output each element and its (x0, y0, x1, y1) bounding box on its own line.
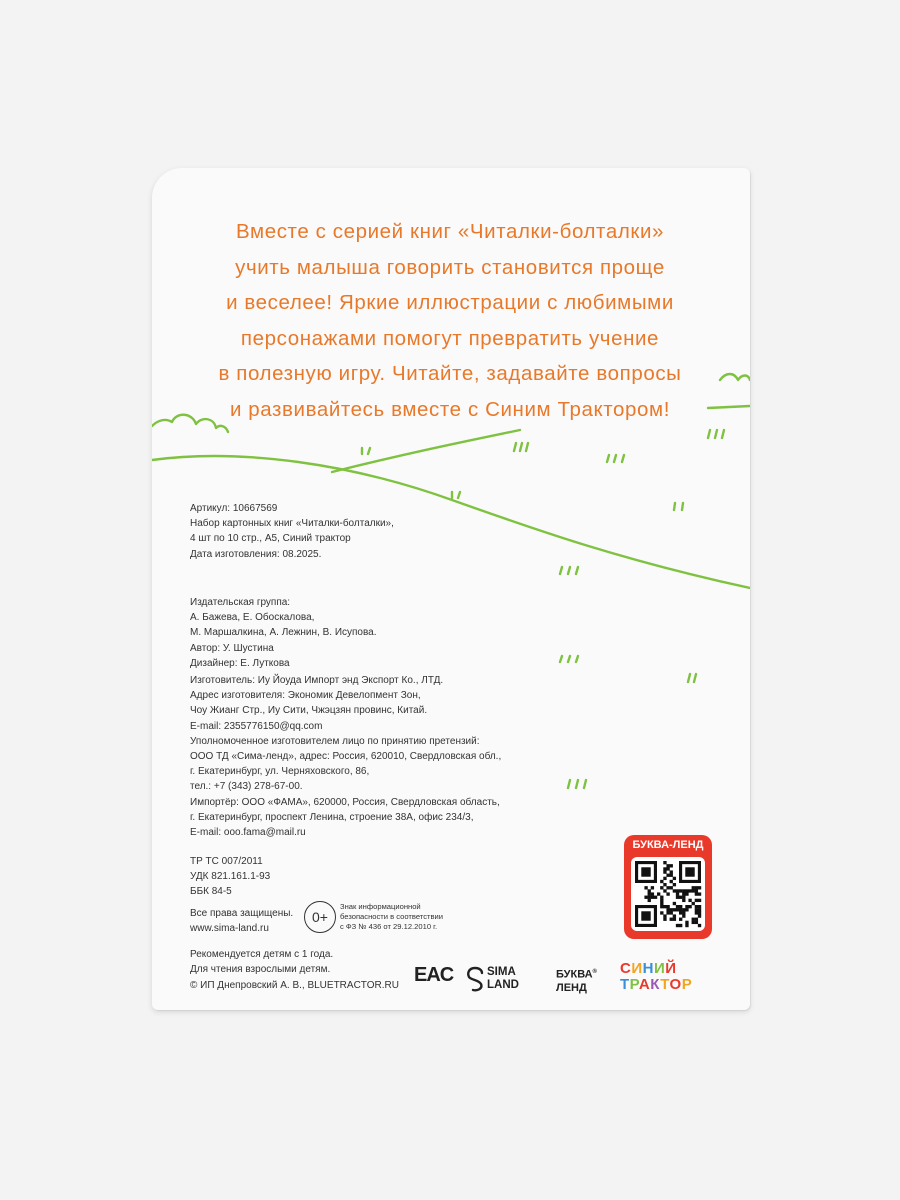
tractor-logo-letter: Н (642, 960, 654, 977)
publishing-line: Автор: У. Шустина (190, 642, 274, 654)
product-info-block (190, 501, 394, 562)
copyright-line: © ИП Днепровский А. В., BLUETRACTOR.RU (190, 980, 399, 991)
manufacturer-line: г. Екатеринбург, ул. Черняховского, 86, (190, 766, 370, 778)
manufacturer-line: Импортёр: ООО «ФАМА», 620000, Россия, Свердловская область, (190, 796, 500, 808)
publishing-line: А. Бажева, Е. Обоскалова, (190, 612, 315, 624)
sima-logo-line: LAND (487, 979, 519, 991)
tractor-logo-letter: И (631, 960, 643, 977)
manufacturer-line: Изготовитель: Иу Йоуда Импорт энд Экспорт Ко., ЛТД. (190, 675, 444, 686)
rights-block (190, 906, 293, 936)
classification-codes (190, 854, 270, 900)
product-info-line: Набор картонных книг «Читалки-болталки», (190, 518, 394, 530)
intro-line: в полезную игру. Читайте, задавайте вопросы (218, 362, 682, 385)
tractor-logo-letter: К (650, 976, 661, 993)
code-line: УДК 821.161.1-93 (190, 871, 271, 883)
intro-text (176, 214, 724, 427)
website-link[interactable]: www.sima-land.ru (190, 923, 269, 934)
tractor-logo-letter: И (653, 960, 666, 977)
product-info-line: Артикул: 10667569 (190, 503, 278, 514)
qr-badge-label: БУКВА-ЛЕНД (632, 839, 704, 851)
eac-logo: EAC (414, 964, 454, 986)
publishing-line: Дизайнер: Е. Луткова (190, 657, 290, 669)
intro-line: Вместе с серией книг «Читалки-болталки» (235, 220, 665, 243)
code-line: ББК 84-5 (190, 886, 232, 898)
age-rating-mark: 0+ (304, 901, 336, 933)
code-line: ТР ТС 007/2011 (190, 856, 263, 867)
age-rating-line: безопасности в соответствии (340, 912, 444, 921)
bukva-lend-logo (556, 966, 597, 995)
manufacturer-line: Адрес изготовителя: Экономик Девелопмент Зон, (190, 690, 421, 702)
tractor-logo-line (620, 961, 692, 977)
tractor-logo-letter: С (620, 960, 632, 977)
manufacturer-line: E-mail: ooo.fama@mail.ru (190, 827, 306, 839)
recommendation-block (190, 947, 333, 977)
product-info-line: Дата изготовления: 08.2025. (190, 548, 322, 560)
tractor-logo-letter: О (669, 976, 682, 993)
sima-logo-line: SIMA (487, 966, 516, 978)
tractor-logo-letter: А (638, 976, 651, 993)
manufacturer-line: E-mail: 2355776150@qq.com (190, 720, 323, 732)
tractor-logo-letter: Т (620, 976, 630, 993)
intro-line: и развивайтесь вместе с Синим Трактором! (229, 397, 671, 421)
publishing-line: Издательская группа: (190, 597, 291, 608)
tractor-logo-line (620, 977, 692, 993)
tractor-logo-letter: Р (629, 976, 639, 993)
tractor-logo-letter: Р (681, 976, 693, 993)
bukva-logo-line: БУКВА (556, 968, 593, 981)
registered-mark: ® (592, 969, 597, 975)
intro-line: персонажами помогут превратить учение (240, 326, 660, 350)
book-back-cover (152, 168, 750, 1010)
manufacturer-block (190, 673, 501, 840)
manufacturer-line: г. Екатеринбург, проспект Ленина, строение 38А, офис 234/3, (190, 811, 474, 823)
bukva-logo-line: ЛЕНД (556, 981, 587, 994)
siniy-traktor-logo (620, 961, 692, 993)
tractor-logo-letter: Й (665, 960, 677, 977)
recommendation-line: Для чтения взрослыми детям. (190, 964, 331, 975)
manufacturer-line: тел.: +7 (343) 278-67-00. (190, 781, 303, 793)
tractor-logo-letter: Т (660, 976, 670, 993)
age-rating-text (340, 902, 443, 932)
age-rating-line: с ФЗ № 436 от 29.12.2010 г. (340, 922, 438, 931)
product-info-line: 4 шт по 10 стр., А5, Синий трактор (190, 533, 351, 545)
publishing-block (190, 595, 377, 671)
qr-code-badge[interactable] (624, 835, 712, 939)
recommendation-line: Рекомендуется детям с 1 года. (190, 949, 334, 960)
intro-line: учить малыша говорить становится проще (235, 255, 665, 279)
publishing-line: М. Маршалкина, А. Лежнин, В. Исупова. (190, 627, 377, 639)
intro-line: и веселее! Яркие иллюстрации с любимыми (226, 291, 674, 314)
manufacturer-line: Чоу Жианг Стр., Иу Сити, Чжэцзян провинс, Китай. (190, 705, 428, 717)
sima-land-icon (465, 966, 485, 992)
sima-land-logo (465, 966, 519, 997)
qr-code-icon (631, 857, 705, 931)
rights-line: Все права защищены. (190, 908, 294, 919)
age-rating-line: Знак информационной (340, 902, 421, 911)
manufacturer-line: ООО ТД «Сима-ленд», адрес: Россия, 620010, Свердловская обл., (190, 751, 502, 763)
manufacturer-line: Уполномоченное изготовителем лицо по принятию претензий: (190, 735, 480, 747)
